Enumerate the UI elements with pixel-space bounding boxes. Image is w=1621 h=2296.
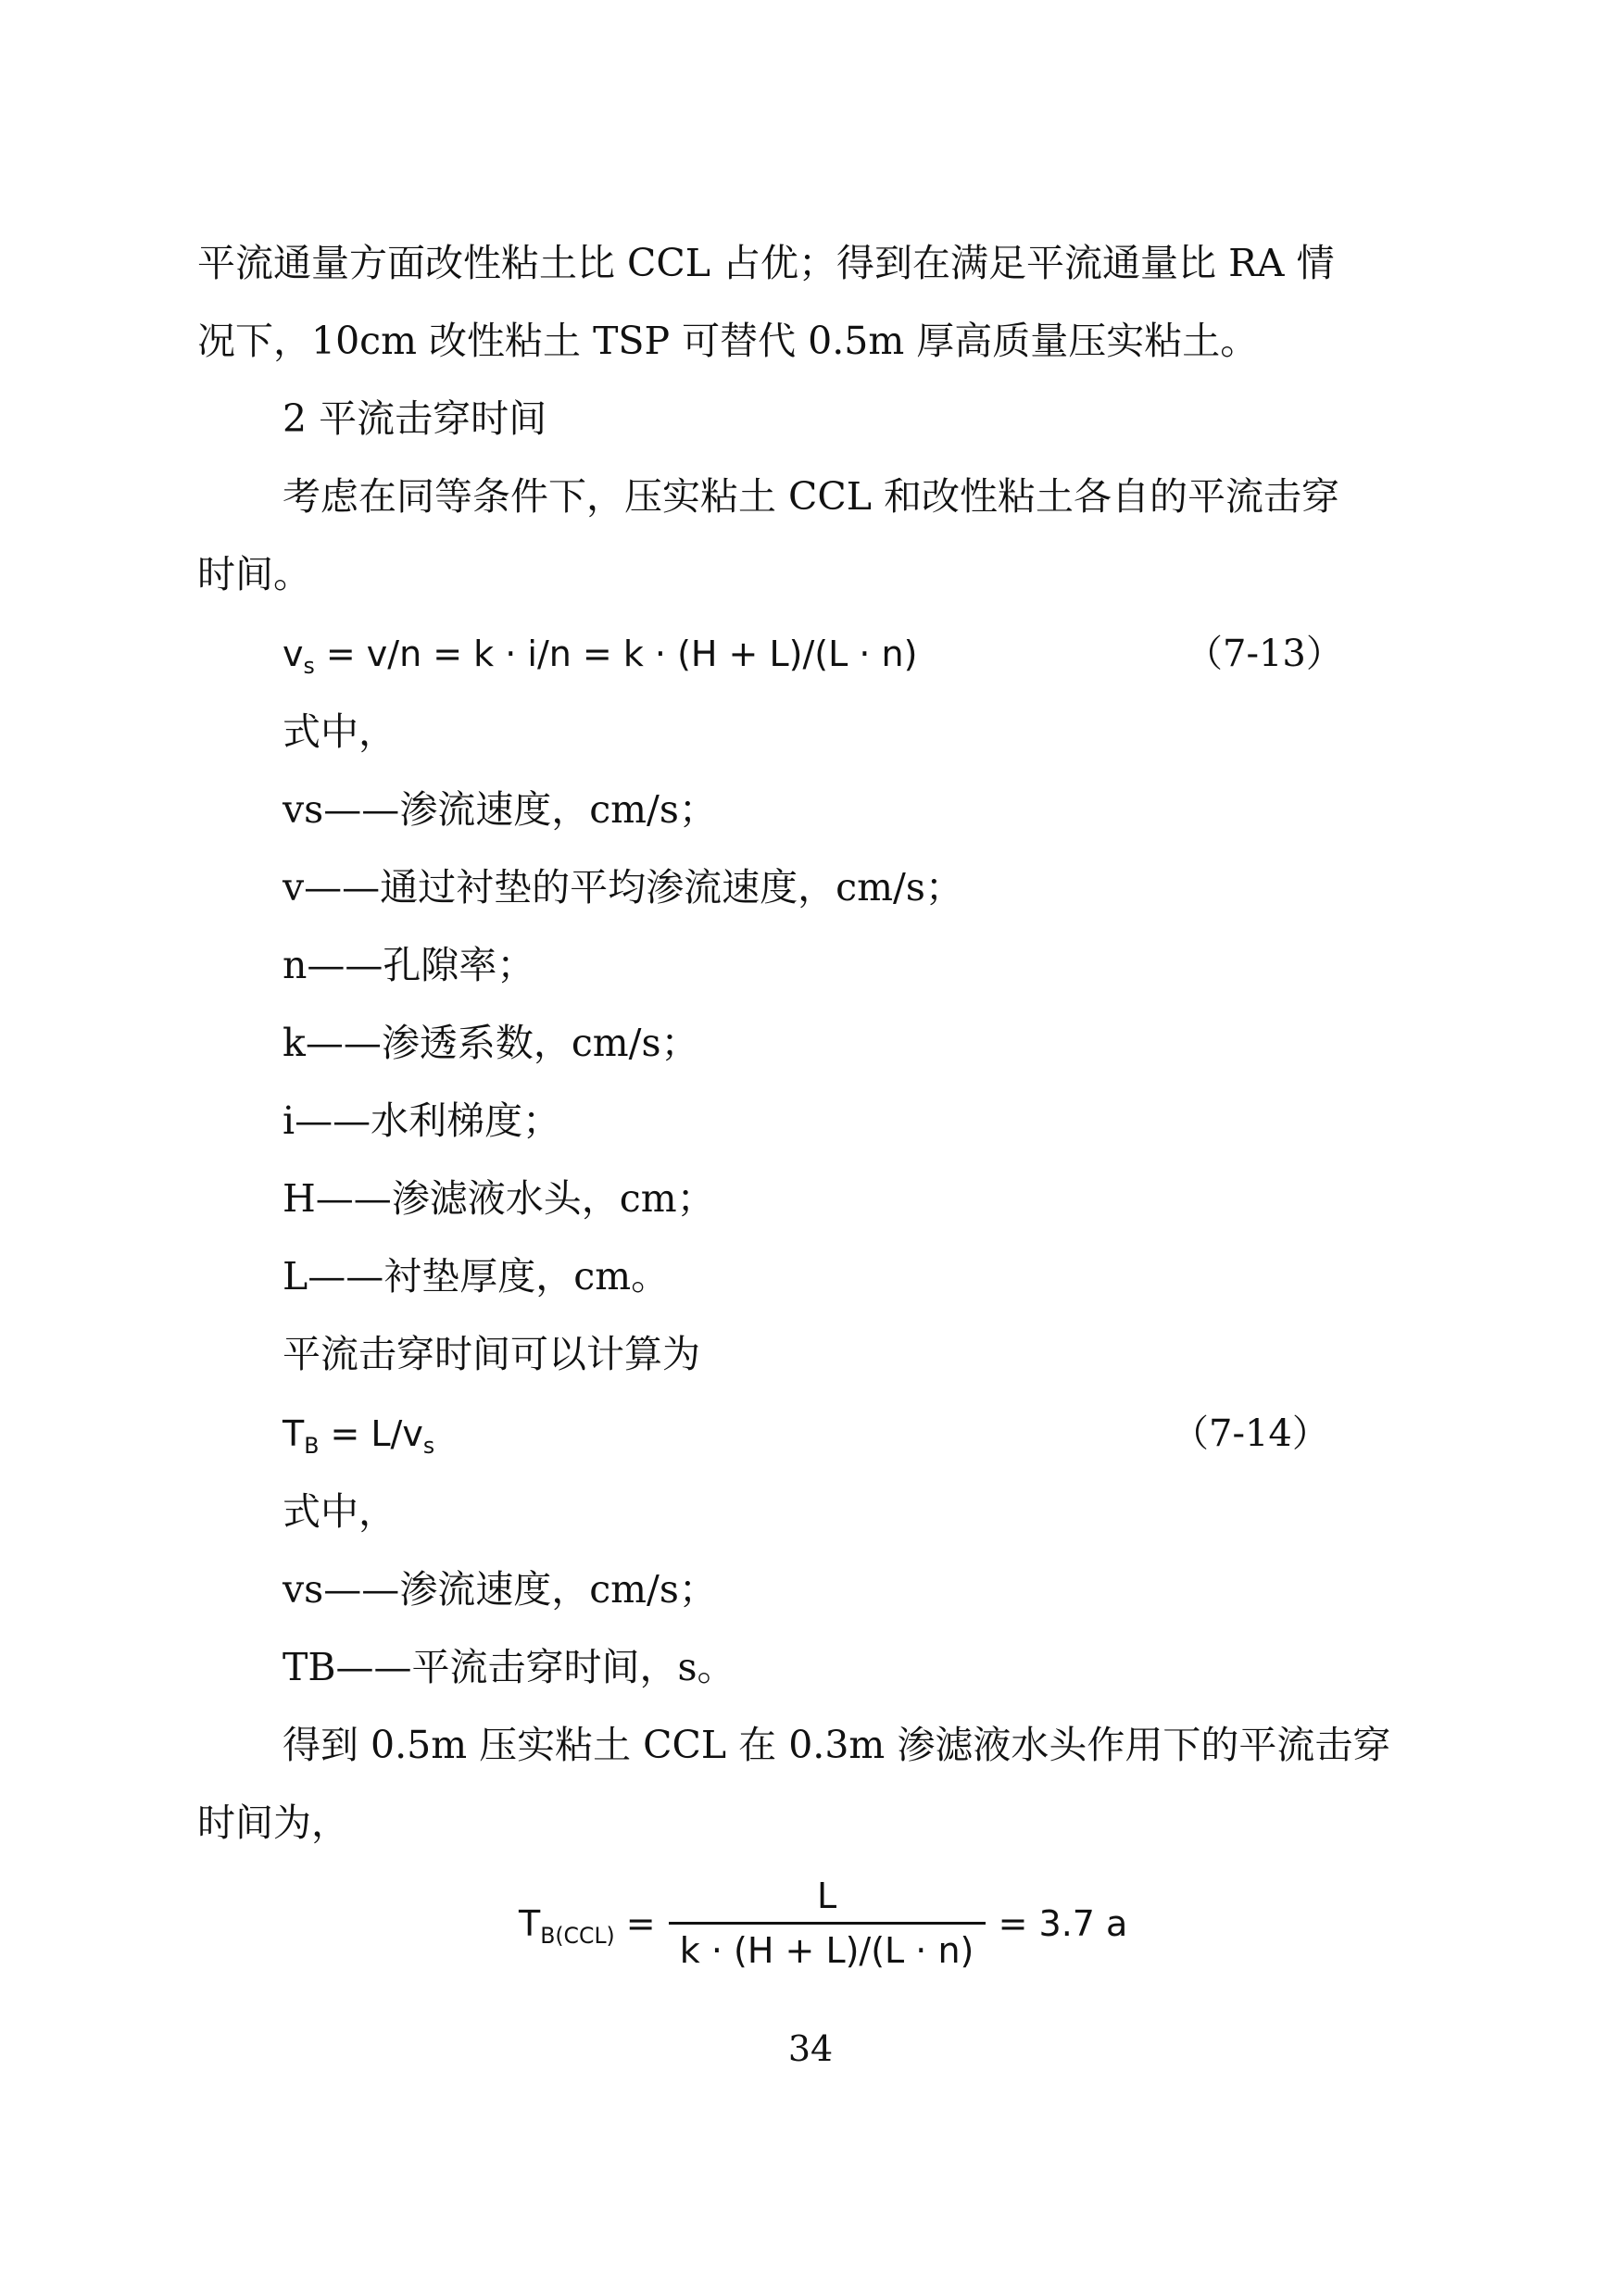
eq2-mid-sub: s — [422, 1433, 435, 1460]
text-line: 况下，10cm 改性粘土 TSP 可替代 0.5m 厚高质量压实粘土。 — [197, 319, 1259, 363]
text-line: 时间。 — [197, 552, 311, 596]
text-line: 式中， — [283, 709, 396, 754]
definition-line: n——孔隙率； — [283, 943, 535, 987]
equation-7-13 — [283, 630, 917, 678]
text-line: 平流通量方面改性粘土比 CCL 占优；得到在满足平流通量比 RA 情 — [197, 241, 1335, 285]
definition-line: i——水利梯度； — [283, 1098, 561, 1143]
eq1-lhs-sub: s — [303, 653, 315, 680]
equation-number: （7-14） — [1172, 1412, 1329, 1455]
eq2-lhs-sub: B — [304, 1433, 320, 1460]
eq3-result: = 3.7 a — [998, 1902, 1128, 1944]
eq3-lhs: $T_{B(CCL)}$ — [519, 1902, 615, 1949]
eq1-rhs: = v/n = k · i/n = k · (H + L)/(L · n) — [314, 634, 918, 674]
fraction-denominator: k · (H + L)/(L · n) — [679, 1930, 974, 1971]
fraction — [669, 1876, 986, 1971]
text-line: 式中， — [283, 1489, 396, 1534]
definition-line: TB——平流击穿时间，s。 — [283, 1645, 735, 1689]
text-line: 平流击穿时间可以计算为 — [283, 1332, 700, 1376]
text-line: 得到 0.5m 压实粘土 CCL 在 0.3m 渗滤液水头作用下的平流击穿 — [283, 1723, 1391, 1767]
definition-line: H——渗滤液水头，cm； — [283, 1176, 715, 1221]
equation-tb-ccl — [519, 1876, 1127, 1971]
equation-7-14 — [283, 1410, 434, 1458]
definition-line: v——通过衬垫的平均渗流速度，cm/s； — [283, 865, 963, 910]
eq3-equals: = — [625, 1902, 656, 1944]
text-line: 时间为， — [197, 1800, 349, 1845]
section-heading: 2 平流击穿时间 — [283, 396, 547, 441]
definition-line: vs——渗流速度，cm/s； — [283, 787, 717, 832]
eq1-lhs: v — [283, 634, 304, 674]
eq3-lhs-sub: B(CCL) — [540, 1922, 615, 1949]
page-number: 34 — [787, 2028, 834, 2069]
eq2-lhs: T — [283, 1413, 305, 1454]
equation-number: （7-13） — [1186, 633, 1343, 675]
text-line: 考虑在同等条件下，压实粘土 CCL 和改性粘土各自的平流击穿 — [283, 474, 1340, 519]
definition-line: L——衬垫厚度，cm。 — [283, 1254, 670, 1299]
definition-line: k——渗透系数，cm/s； — [283, 1021, 699, 1065]
definition-line: vs——渗流速度，cm/s； — [283, 1567, 717, 1612]
fraction-numerator: L — [669, 1876, 986, 1925]
eq2-mid: = L/v — [319, 1413, 423, 1454]
